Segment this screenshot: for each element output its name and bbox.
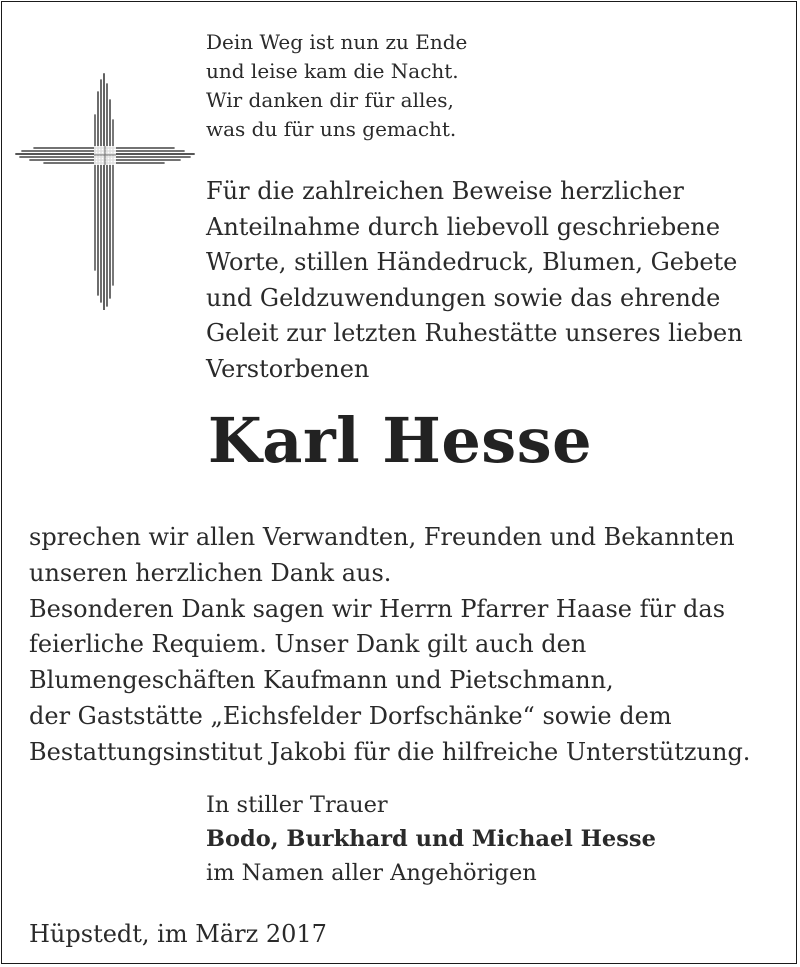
signature-names: Bodo, Burkhard und Michael Hesse [206, 826, 656, 852]
poem-line: Wir danken dir für alles, [206, 88, 454, 112]
poem-line: und leise kam die Nacht. [206, 59, 459, 83]
intro-line: Anteilnahme durch liebevoll geschriebene [206, 212, 721, 241]
intro-paragraph [206, 174, 743, 387]
poem-line: was du für uns gemacht. [206, 117, 457, 141]
poem [206, 28, 467, 144]
deceased-name: Karl Hesse [207, 404, 593, 477]
thanks-paragraph [29, 520, 750, 771]
thanks-line: der Gaststätte „Eichsfelder Dorfschänke“ sowie dem [29, 701, 672, 730]
intro-line: Geleit zur letzten Ruhestätte unseres lieben [206, 319, 743, 347]
poem-line: Dein Weg ist nun zu Ende [206, 30, 468, 54]
cross-icon [14, 70, 196, 310]
signature-intro: In stiller Trauer [206, 792, 388, 818]
signature-block [206, 788, 656, 890]
intro-line: und Geldzuwendungen sowie das ehrende [206, 283, 721, 312]
intro-line: Verstorbenen [206, 354, 370, 383]
thanks-line: unseren herzlichen Dank aus. [29, 558, 392, 587]
intro-line: Worte, stillen Händedruck, Blumen, Gebete [206, 248, 738, 276]
signature-outro: im Namen aller Angehörigen [206, 860, 537, 886]
place-date: Hüpstedt, im März 2017 [29, 920, 327, 948]
thanks-line: Blumengeschäften Kaufmann und Pietschmann, [29, 666, 614, 695]
intro-line: Für die zahlreichen Beweise herzlicher [206, 177, 684, 205]
thanks-line: Besonderen Dank sagen wir Herrn Pfarrer Haase für das [29, 594, 726, 623]
thanks-line: Bestattungsinstitut Jakobi für die hilfreiche Unterstützung. [29, 737, 751, 766]
thanks-line: feierliche Requiem. Unser Dank gilt auch den [29, 630, 587, 659]
thanks-line: sprechen wir allen Verwandten, Freunden und Bekannten [29, 523, 735, 551]
